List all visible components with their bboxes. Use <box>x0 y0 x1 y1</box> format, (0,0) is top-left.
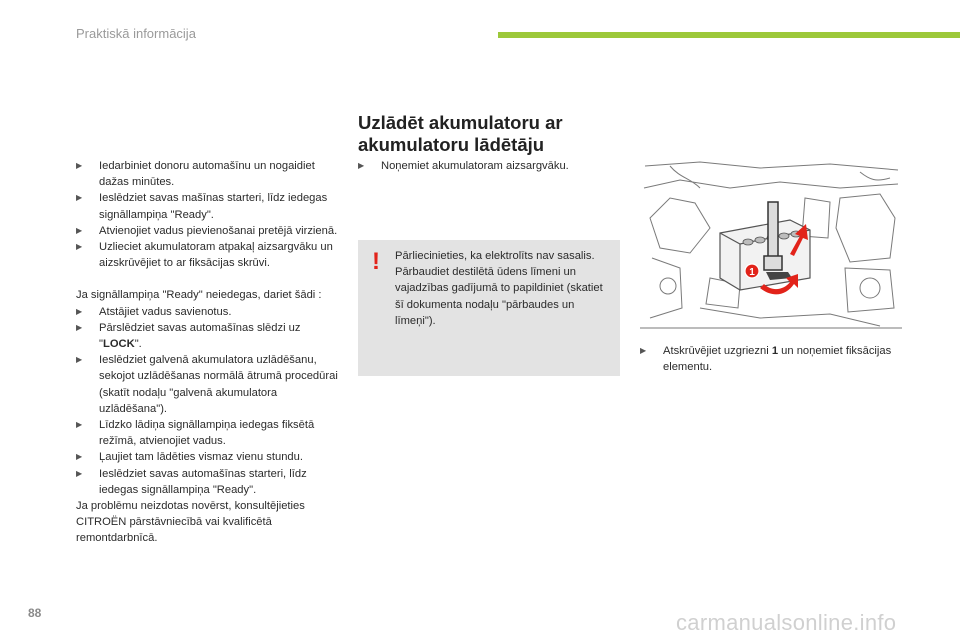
arrow-bullet-icon: ▶ <box>640 346 647 355</box>
lock-keyword: LOCK <box>102 338 135 351</box>
arrow-bullet-icon: ▶ <box>76 225 83 235</box>
arrow-bullet-icon: ▶ <box>76 306 83 316</box>
list-item-text: Ieslēdziet savas mašīnas starteri, līdz iedegas signāllampiņa "Ready". <box>99 192 328 221</box>
warning-line: Pārliecinieties, ka elektrolīts nav sasalis. <box>395 250 595 262</box>
list-item-text: ". <box>134 338 142 351</box>
list-item-text: Atskrūvējiet uzgriezni <box>663 345 772 357</box>
list-item <box>76 158 346 190</box>
arrow-bullet-icon: ▶ <box>76 452 83 462</box>
list-item <box>76 320 346 352</box>
list-item-text: Pārslēdziet savas automašīnas slēdzi uz " <box>99 321 301 351</box>
list-item <box>640 343 925 375</box>
callout-number: 1 <box>749 267 755 278</box>
watermark: carmanualsonline.info <box>676 610 897 635</box>
engine-bay-drawing <box>640 158 902 334</box>
list-item <box>76 190 346 222</box>
warning-line: Pārbaudiet destilētā ūdens līmeni un vajadzības gadījumā to papildiniet (skatiet šī dokumenta nodaļu "pārbaudes un līmeņi"). <box>395 266 603 327</box>
list-item <box>76 223 346 239</box>
arrow-bullet-icon: ▶ <box>76 322 83 332</box>
list-item-text: Uzlieciet akumulatoram atpakaļ aizsargvāku un aizskrūvējiet to ar fiksācijas skrūvi. <box>99 241 333 270</box>
arrow-bullet-icon: ▶ <box>76 468 83 478</box>
exclamation-icon: ! <box>372 248 380 275</box>
list-item-text: Ļaujiet tam lādēties vismaz vienu stundu. <box>99 451 303 464</box>
list-item-text: un noņemiet fiksācijas elementu. <box>663 345 892 374</box>
list-item-text: Noņemiet akumulatoram aizsargvāku. <box>381 160 569 172</box>
warning-box <box>358 240 620 376</box>
list-item <box>358 158 641 174</box>
page-header-title: Praktiskā informācija <box>76 26 196 41</box>
left-column <box>76 158 346 547</box>
list-item <box>76 417 346 449</box>
list-item <box>76 304 346 320</box>
intro-paragraph: Ja signāllampiņa "Ready" neiedegas, dariet šādi : <box>76 289 322 302</box>
list-item-text: Ieslēdziet galvenā akumulatora uzlādēšanu, sekojot uzlādēšanas normālā ātrumā procedūrai (skatīt nodaļu "galvenā akumulatora uzlādēšana"). <box>99 354 338 415</box>
list-item-text: Līdzko lādiņa signāllampiņa iedegas fiksētā režīmā, atvienojiet vadus. <box>99 419 315 448</box>
page-number: 88 <box>28 606 42 620</box>
section-title: Uzlādēt akumulatoru ar akumulatoru lādētāju <box>358 112 563 155</box>
closing-paragraph: Ja problēmu neizdotas novērst, konsultējieties CITROËN pārstāvniecībā vai kvalificētā remontdarbnīcā. <box>76 500 305 545</box>
list-item <box>76 466 346 498</box>
arrow-bullet-icon: ▶ <box>76 420 83 430</box>
list-item-text: Atvienojiet vadus pievienošanai pretējā virzienā. <box>99 224 338 237</box>
arrow-bullet-icon: ▶ <box>358 161 365 170</box>
list-item-text: Ieslēdziet savas automašīnas starteri, līdz iedegas signāllampiņa "Ready". <box>99 467 307 496</box>
arrow-bullet-icon: ▶ <box>76 355 83 365</box>
nut-number: 1 <box>771 345 779 357</box>
warning-text <box>395 248 610 329</box>
list-item-text: Atstājiet vadus savienotus. <box>99 305 232 318</box>
arrow-bullet-icon: ▶ <box>76 193 83 203</box>
list-item <box>76 239 346 271</box>
list-item-text: Iedarbiniet donoru automašīnu un nogaidiet dažas minūtes. <box>99 160 315 189</box>
engine-bay-illustration <box>640 158 902 334</box>
list-item <box>76 449 346 465</box>
arrow-bullet-icon: ▶ <box>76 242 83 252</box>
arrow-bullet-icon: ▶ <box>76 161 83 170</box>
list-item <box>76 352 346 417</box>
header-accent-bar <box>498 32 960 38</box>
